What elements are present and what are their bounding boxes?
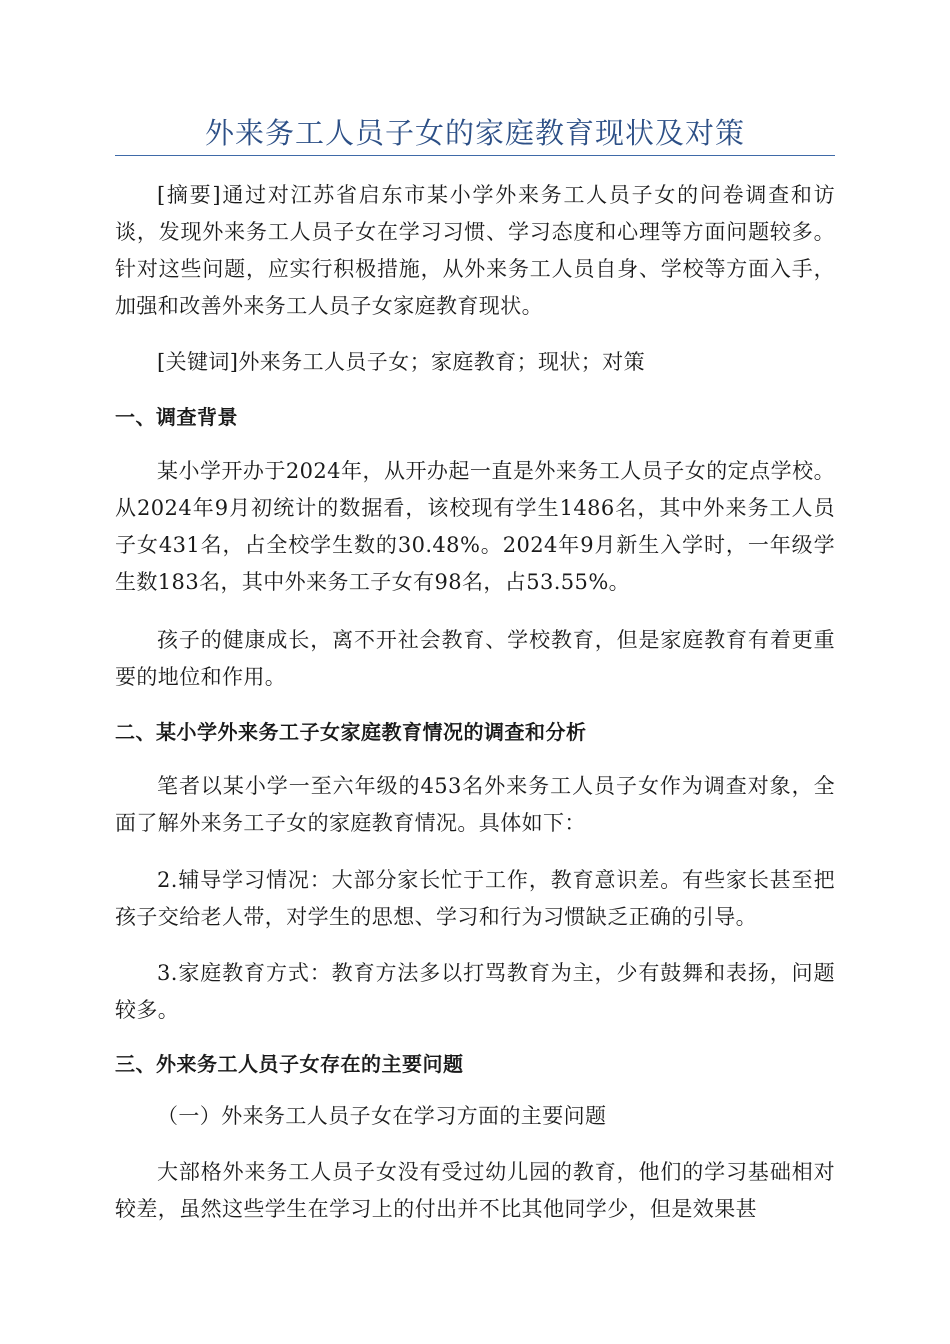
keywords-paragraph: [关键词]外来务工人员子女；家庭教育；现状；对策	[157, 350, 645, 374]
problems-paragraph-1: 大部格外来务工人员子女没有受过幼儿园的教育，他们的学习基础相对较差，虽然这些学生在学习上的付出并不比其他同学少，但是效果甚	[115, 1160, 835, 1221]
survey-paragraph-2: 2.辅导学习情况：大部分家长忙于工作，教育意识差。有些家长甚至把孩子交给老人带，对学生的思想、学习和行为习惯缺乏正确的引导。	[115, 868, 835, 929]
section-heading-background: 一、调查背景	[115, 405, 238, 429]
section-heading-problems: 三、外来务工人员子女存在的主要问题	[115, 1052, 464, 1076]
title-underline	[115, 155, 835, 156]
background-paragraph-2: 孩子的健康成长，离不开社会教育、学校教育，但是家庭教育有着更重要的地位和作用。	[115, 628, 835, 689]
survey-paragraph-1: 笔者以某小学一至六年级的453名外来务工人员子女作为调查对象，全面了解外来务工子女的家庭教育情况。具体如下：	[115, 774, 835, 835]
subsection-heading-learning: （一）外来务工人员子女在学习方面的主要问题	[157, 1104, 607, 1128]
survey-paragraph-3: 3.家庭教育方式：教育方法多以打骂教育为主，少有鼓舞和表扬，问题较多。	[115, 961, 835, 1022]
section-heading-survey: 二、某小学外来务工子女家庭教育情况的调查和分析	[115, 720, 587, 744]
background-paragraph-1: 某小学开办于2024年，从开办起一直是外来务工人员子女的定点学校。从2024年9月初统计的数据看，该校现有学生1486名，其中外来务工人员子女431名，占全校学生数的30.48%。2024年9月新生入学时，一年级学生数183名，其中外来务工子女有98名，占53.55%。	[115, 459, 835, 594]
document-title: 外来务工人员子女的家庭教育现状及对策	[204, 116, 745, 150]
abstract-paragraph: [摘要]通过对江苏省启东市某小学外来务工人员子女的问卷调查和访谈，发现外来务工人员子女在学习习惯、学习态度和心理等方面问题较多。针对这些问题，应实行积极措施，从外来务工人员自身、学校等方面入手，加强和改善外来务工人员子女家庭教育现状。	[115, 183, 835, 318]
